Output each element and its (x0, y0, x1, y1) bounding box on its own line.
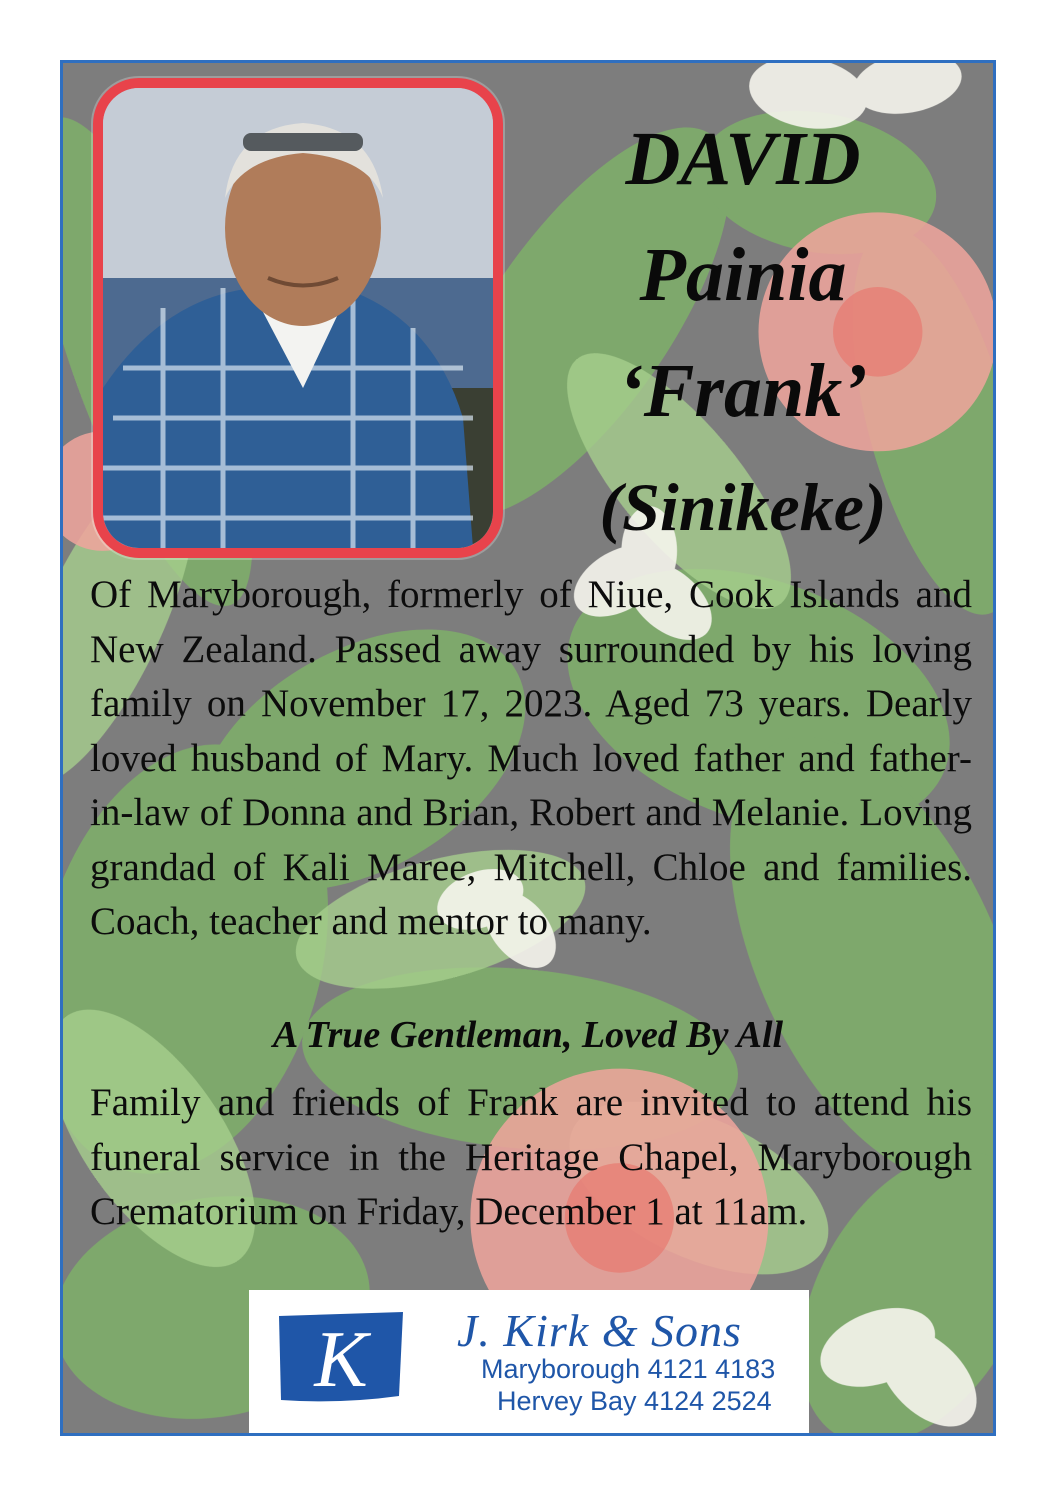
phone-hervey-bay: Hervey Bay 4124 2524 (497, 1386, 772, 1416)
k-monogram-icon (271, 1308, 411, 1408)
tagline: A True Gentleman, Loved By All (272, 1014, 784, 1056)
phone-maryborough: Maryborough 4121 4183 (481, 1354, 776, 1384)
notice-paragraph-2: Family and friends of Frank are invited to attend his funeral service in the Heritage Chapel, Maryborough Crematorium on Friday, December 1 at 11am. (90, 1081, 972, 1233)
deceased-name (533, 101, 953, 565)
first-name: DAVID (625, 117, 861, 201)
notice-frame (60, 60, 996, 1436)
svg-text:K: K (314, 1316, 368, 1404)
portrait-photo (93, 78, 503, 558)
funeral-director-logo (249, 1290, 809, 1433)
nickname: ‘Frank’ (618, 349, 868, 433)
portrait-image (103, 88, 493, 548)
other-name: (Sinikeke) (599, 469, 887, 545)
middle-name: Painia (639, 233, 847, 317)
funeral-director-name: J. Kirk & Sons (457, 1305, 742, 1356)
notice-paragraph-1: Of Maryborough, formerly of Niue, Cook Islands and New Zealand. Passed away surrounded by his loving family on November 17, 2023. Aged 73 years. Dearly loved husband of Mary. Much loved father and father-in-law of Donna and Brian, Robert and Melanie. Loving grandad of Kali Maree, Mitchell, Chloe and families. Coach, teacher and mentor to many. (90, 573, 972, 943)
